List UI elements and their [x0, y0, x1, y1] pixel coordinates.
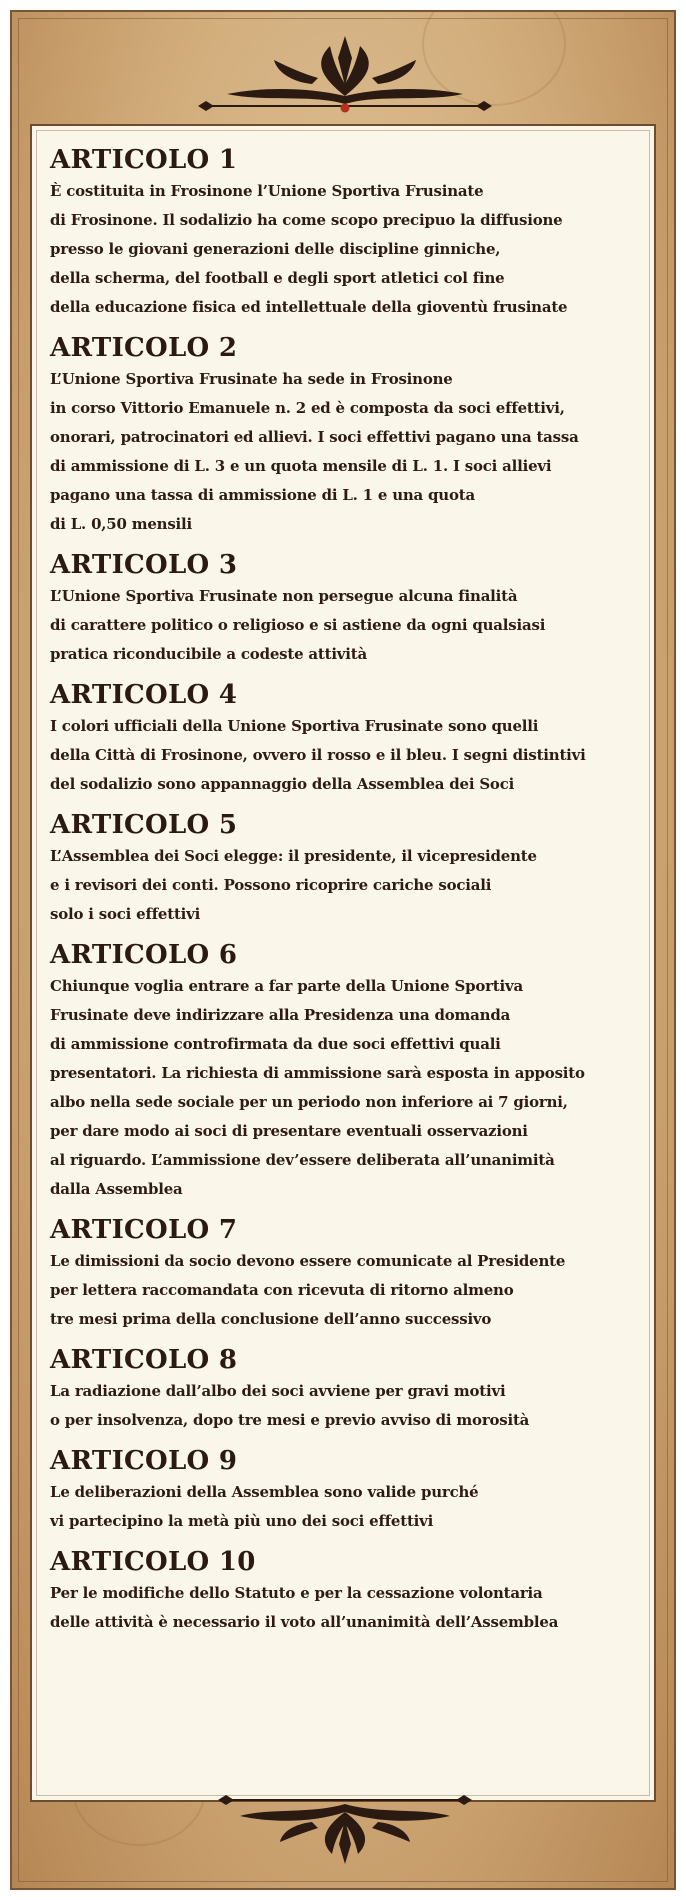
article-text-line: per lettera raccomandata con ricevuta di ritorno almeno: [50, 1281, 514, 1299]
article-7: [50, 1214, 634, 1334]
article-title: ARTICOLO 5: [50, 810, 238, 840]
article-text-line: vi partecipino la metà più uno dei soci effettivi: [50, 1512, 434, 1530]
article-text-line: al riguardo. L’ammissione dev’essere deliberata all’unanimità: [50, 1151, 555, 1169]
article-text-line: È costituita in Frosinone l’Unione Sportiva Frusinate: [50, 182, 484, 200]
article-2: [50, 332, 634, 539]
article-title: ARTICOLO 4: [50, 680, 238, 710]
article-text-line: della Città di Frosinone, ovvero il rosso e il bleu. I segni distintivi: [50, 746, 586, 764]
article-title: ARTICOLO 2: [50, 333, 238, 363]
article-text-line: L’Assemblea dei Soci elegge: il presidente, il vicepresidente: [50, 847, 537, 865]
article-text-line: della scherma, del football e degli sport atletici col fine: [50, 269, 505, 287]
article-text-line: onorari, patrocinatori ed allievi. I soci effettivi pagano una tassa: [50, 428, 579, 446]
article-10: [50, 1546, 634, 1637]
article-6: [50, 939, 634, 1204]
article-8: [50, 1344, 634, 1435]
article-text-line: in corso Vittorio Emanuele n. 2 ed è composta da soci effettivi,: [50, 399, 565, 417]
article-1: [50, 144, 634, 322]
article-text-line: o per insolvenza, dopo tre mesi e previo avviso di morosità: [50, 1411, 530, 1429]
statute-panel: [30, 124, 656, 1802]
article-text-line: di ammissione controfirmata da due soci effettivi quali: [50, 1035, 501, 1053]
article-text-line: di ammissione di L. 3 e un quota mensile di L. 1. I soci allievi: [50, 457, 552, 475]
article-text-line: Frusinate deve indirizzare alla Presidenza una domanda: [50, 1006, 511, 1024]
top-ornament-icon: [12, 24, 676, 114]
article-title: ARTICOLO 10: [50, 1547, 256, 1577]
article-text-line: pratica riconducibile a codeste attività: [50, 645, 367, 663]
article-3: [50, 549, 634, 669]
article-text-line: Per le modifiche dello Statuto e per la cessazione volontaria: [50, 1584, 543, 1602]
article-text-line: I colori ufficiali della Unione Sportiva Frusinate sono quelli: [50, 717, 539, 735]
article-title: ARTICOLO 9: [50, 1446, 238, 1476]
article-text-line: Le deliberazioni della Assemblea sono valide purché: [50, 1483, 479, 1501]
article-text-line: presentatori. La richiesta di ammissione sarà esposta in apposito: [50, 1064, 585, 1082]
article-text-line: della educazione fisica ed intellettuale della gioventù frusinate: [50, 298, 568, 316]
article-text-line: di L. 0,50 mensili: [50, 515, 192, 533]
article-text-line: delle attività è necessario il voto all’unanimità dell’Assemblea: [50, 1613, 559, 1631]
article-title: ARTICOLO 7: [50, 1215, 238, 1245]
parchment-frame: [10, 10, 676, 1890]
article-text-line: di Frosinone. Il sodalizio ha come scopo precipuo la diffusione: [50, 211, 563, 229]
article-text-line: di carattere politico o religioso e si astiene da ogni qualsiasi: [50, 616, 546, 634]
article-text-line: La radiazione dall’albo dei soci avviene per gravi motivi: [50, 1382, 506, 1400]
article-text-line: L’Unione Sportiva Frusinate non persegue alcuna finalità: [50, 587, 518, 605]
article-text-line: Le dimissioni da socio devono essere comunicate al Presidente: [50, 1252, 566, 1270]
article-text-line: presso le giovani generazioni delle discipline ginniche,: [50, 240, 501, 258]
article-text-line: Chiunque voglia entrare a far parte della Unione Sportiva: [50, 977, 523, 995]
article-4: [50, 679, 634, 799]
article-text-line: per dare modo ai soci di presentare eventuali osservazioni: [50, 1122, 528, 1140]
article-title: ARTICOLO 3: [50, 550, 238, 580]
article-text-line: pagano una tassa di ammissione di L. 1 e una quota: [50, 486, 475, 504]
article-text-line: tre mesi prima della conclusione dell’anno successivo: [50, 1310, 492, 1328]
article-title: ARTICOLO 1: [50, 145, 238, 175]
article-text-line: dalla Assemblea: [50, 1180, 183, 1198]
article-5: [50, 809, 634, 929]
article-title: ARTICOLO 6: [50, 940, 238, 970]
bottom-ornament-icon: [12, 1790, 676, 1880]
article-text-line: solo i soci effettivi: [50, 905, 201, 923]
article-text-line: L’Unione Sportiva Frusinate ha sede in Frosinone: [50, 370, 453, 388]
article-text-line: e i revisori dei conti. Possono ricoprire cariche sociali: [50, 876, 492, 894]
articles-list: [50, 144, 634, 1637]
article-text-line: albo nella sede sociale per un periodo non inferiore ai 7 giorni,: [50, 1093, 568, 1111]
article-text-line: del sodalizio sono appannaggio della Assemblea dei Soci: [50, 775, 515, 793]
article-9: [50, 1445, 634, 1536]
article-title: ARTICOLO 8: [50, 1345, 238, 1375]
